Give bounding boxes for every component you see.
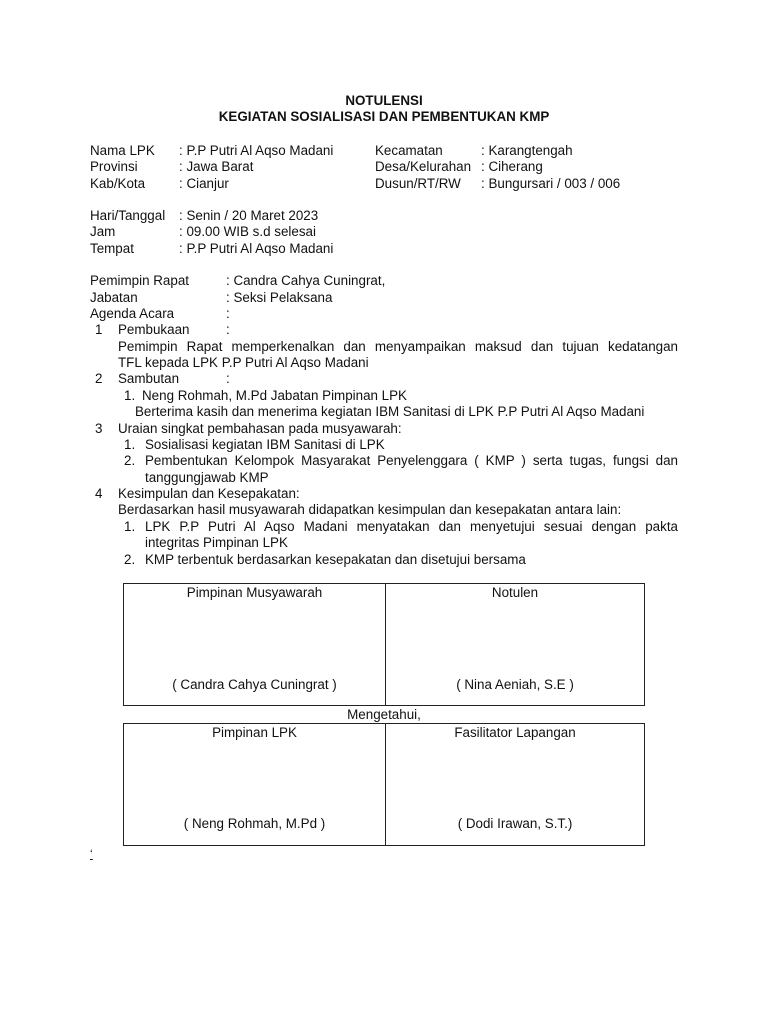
field-value-tempat: : P.P Putri Al Aqso Madani (179, 241, 334, 256)
mengetahui-label: Mengetahui, (347, 707, 421, 722)
field-label-hari-tanggal: Hari/Tanggal (90, 208, 166, 223)
agenda-item-3-label: Uraian singkat pembahasan pada musyawarah: (118, 421, 402, 436)
agenda-item-2-sub1-detail: Berterima kasih dan menerima kegiatan IBM Sanitasi di LPK P.P Putri Al Aqso Madani (135, 404, 645, 419)
field-label-dusun: Dusun/RT/RW (375, 176, 461, 191)
agenda-item-4-sub2-number: 2. (124, 552, 136, 567)
agenda-item-3-sub1-number: 1. (124, 437, 136, 452)
field-label-kab-kota: Kab/Kota (90, 176, 146, 191)
agenda-item-2-number: 2 (95, 371, 103, 386)
field-value-kab-kota: : Cianjur (179, 176, 229, 191)
field-label-jabatan: Jabatan (90, 290, 138, 305)
field-value-provinsi: : Jawa Barat (179, 159, 254, 174)
agenda-item-2-sub1-text: Neng Rohmah, M.Pd Jabatan Pimpinan LPK (142, 388, 407, 403)
agenda-item-4-sub1-number: 1. (124, 519, 136, 534)
agenda-item-1-colon: : (226, 322, 230, 337)
agenda-item-4-sub1-line2: integritas Pimpinan LPK (145, 535, 288, 550)
signature-name: ( Dodi Irawan, S.T.) (457, 816, 573, 831)
signature-title: Pimpinan Musyawarah (186, 585, 323, 600)
signature-cell-notulen (385, 584, 644, 705)
agenda-item-4-sub1-line1: LPK P.P Putri Al Aqso Madani menyatakan dan menyetujui sesuai dengan pakta (145, 519, 678, 534)
field-label-provinsi: Provinsi (90, 159, 138, 174)
field-value-hari-tanggal: : Senin / 20 Maret 2023 (179, 208, 319, 223)
field-label-jam: Jam (90, 224, 116, 239)
agenda-item-3-sub1-text: Sosialisasi kegiatan IBM Sanitasi di LPK (145, 437, 385, 452)
field-value-kecamatan: : Karangtengah (481, 143, 573, 158)
agenda-item-2-sub1-number: 1. (124, 388, 136, 403)
agenda-item-3-sub2-line2: tanggungjawab KMP (145, 470, 269, 485)
document-subtitle: KEGIATAN SOSIALISASI DAN PEMBENTUKAN KMP (218, 109, 550, 124)
signature-cell-fasilitator-lapangan (385, 724, 644, 845)
field-value-dusun: : Bungursari / 003 / 006 (481, 176, 621, 191)
agenda-item-4-label: Kesimpulan dan Kesepakatan: (118, 486, 300, 501)
signature-table-1 (123, 583, 645, 706)
agenda-item-1-text-line1: Pemimpin Rapat memperkenalkan dan menyampaikan maksud dan tujuan kedatangan (118, 339, 678, 354)
field-value-agenda-acara: : (226, 306, 230, 321)
signature-name: ( Candra Cahya Cuningrat ) (172, 677, 337, 692)
signature-name: ( Neng Rohmah, M.Pd ) (183, 816, 326, 831)
agenda-item-1-text-line2: TFL kepada LPK P.P Putri Al Aqso Madani (118, 355, 369, 370)
agenda-item-4-number: 4 (95, 486, 103, 501)
signature-title: Fasilitator Lapangan (454, 725, 576, 740)
field-value-pemimpin-rapat: : Candra Cahya Cuningrat, (226, 273, 386, 288)
agenda-item-1-number: 1 (95, 322, 103, 337)
document-title: NOTULENSI (345, 93, 423, 108)
agenda-item-4-sub2-text: KMP terbentuk berdasarkan kesepakatan dan disetujui bersama (145, 552, 526, 567)
field-label-tempat: Tempat (90, 241, 134, 256)
field-value-jam: : 09.00 WIB s.d selesai (179, 224, 316, 239)
signature-cell-pimpinan-musyawarah (124, 584, 385, 705)
agenda-item-3-number: 3 (95, 421, 103, 436)
agenda-item-2-label: Sambutan (118, 371, 180, 386)
signature-name: ( Nina Aeniah, S.E ) (456, 677, 574, 692)
field-value-nama-lpk: : P.P Putri Al Aqso Madani (179, 143, 334, 158)
agenda-item-2-colon: : (226, 371, 230, 386)
footer-mark: ‘ (90, 847, 93, 861)
field-value-jabatan: : Seksi Pelaksana (226, 290, 333, 305)
field-label-agenda-acara: Agenda Acara (90, 306, 175, 321)
signature-title: Pimpinan LPK (212, 725, 297, 740)
signature-title: Notulen (491, 585, 539, 600)
field-label-pemimpin-rapat: Pemimpin Rapat (90, 273, 189, 288)
field-label-kecamatan: Kecamatan (375, 143, 443, 158)
agenda-item-1-label: Pembukaan (118, 322, 190, 337)
signature-table-2 (123, 723, 645, 846)
field-value-desa: : Ciherang (481, 159, 543, 174)
signature-cell-pimpinan-lpk (124, 724, 385, 845)
field-label-desa: Desa/Kelurahan (375, 159, 472, 174)
field-label-nama-lpk: Nama LPK (90, 143, 155, 158)
agenda-item-4-intro: Berdasarkan hasil musyawarah didapatkan kesimpulan dan kesepakatan antara lain: (118, 502, 622, 517)
agenda-item-3-sub2-line1: Pembentukan Kelompok Masyarakat Penyelenggara ( KMP ) serta tugas, fungsi dan (145, 453, 678, 468)
agenda-item-3-sub2-number: 2. (124, 453, 136, 468)
